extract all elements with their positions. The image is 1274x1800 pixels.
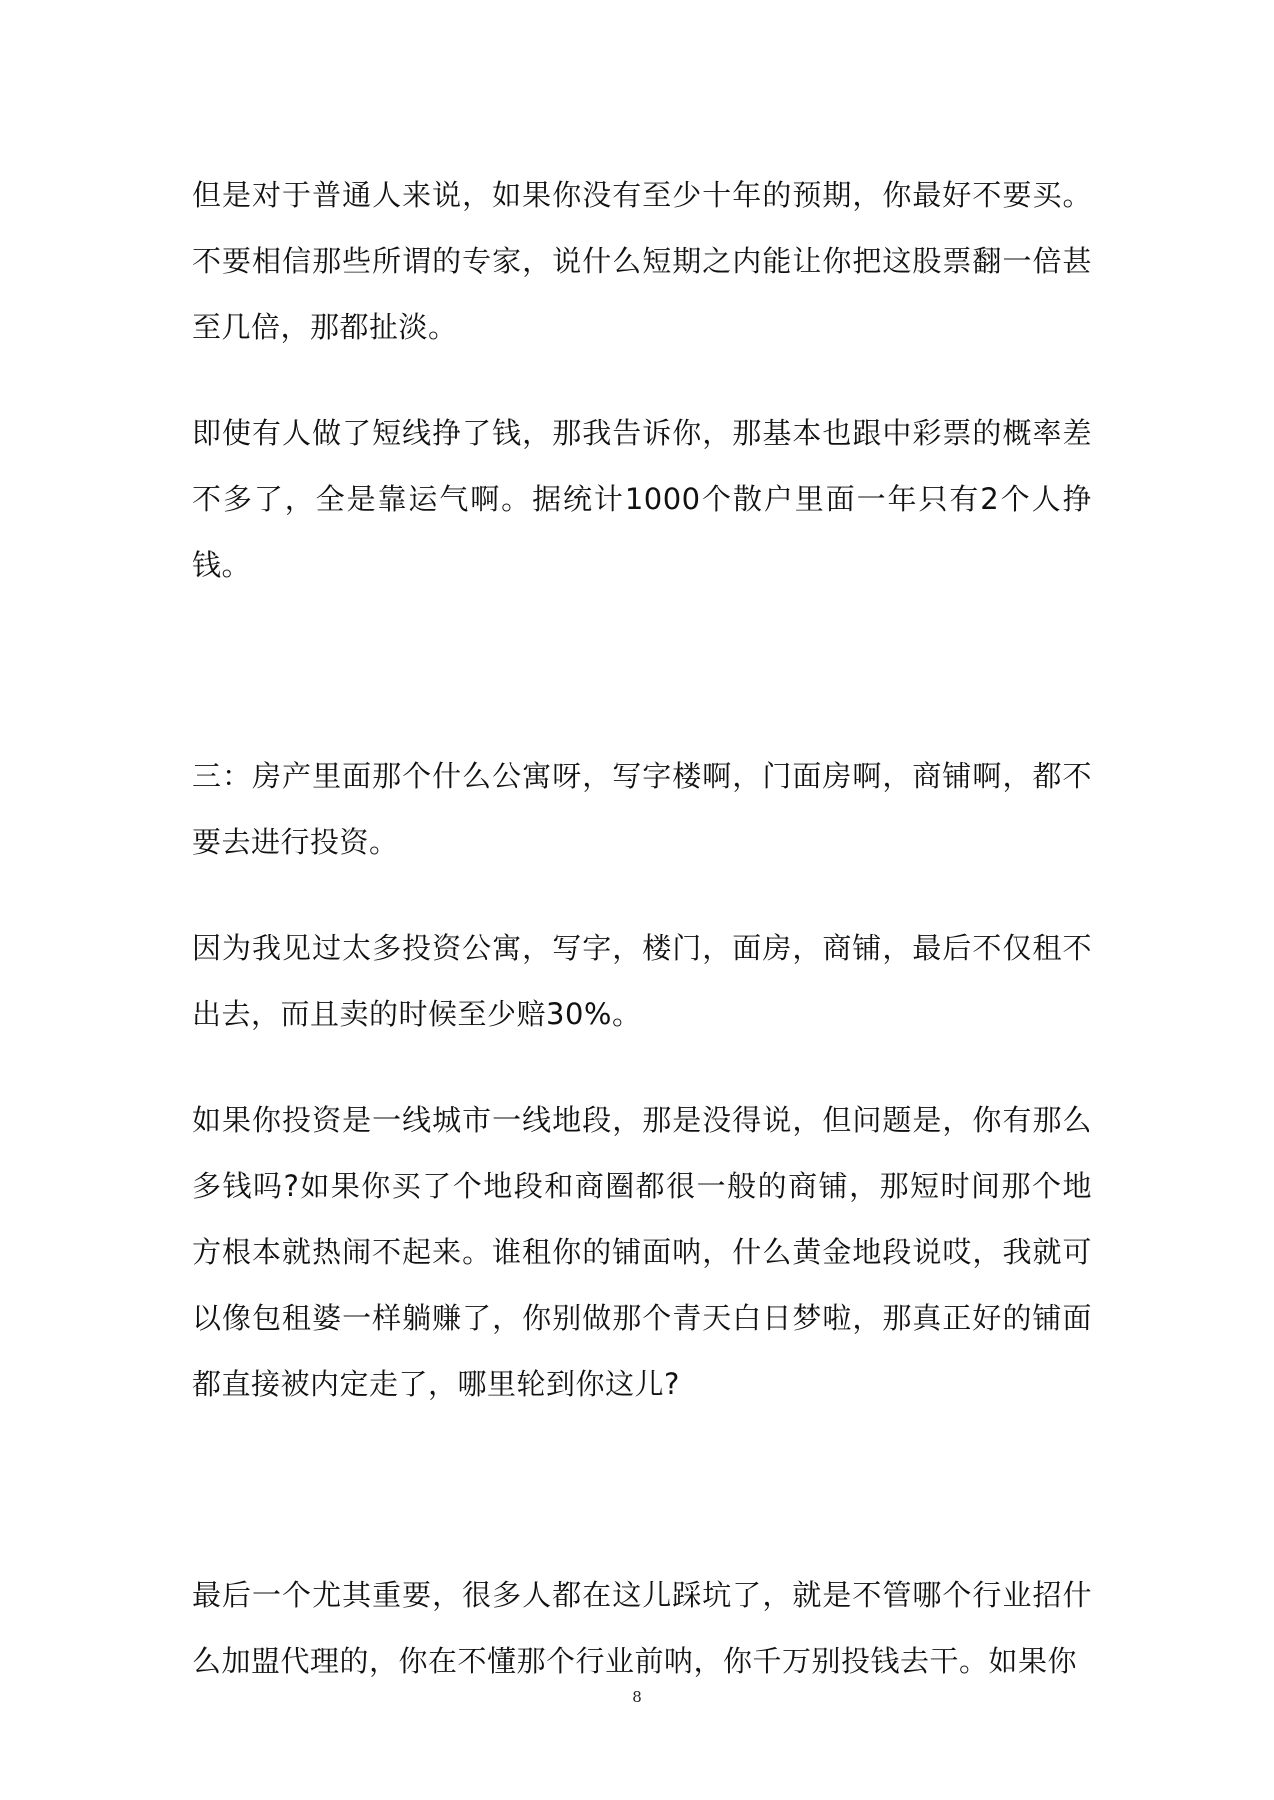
paragraph-spacer — [192, 1047, 1092, 1087]
section-heading-real-estate: 三：房产里面那个什么公寓呀，写字楼啊，门面房啊，商铺啊，都不要去进行投资。 — [192, 759, 1092, 859]
paragraph-spacer — [192, 360, 1092, 400]
paragraph-shop-location: 如果你投资是一线城市一线地段，那是没得说，但问题是，你有那么多钱吗?如果你买了个地段和商圈都很一般的商铺，那短时间那个地方根本就热闹不起来。谁租你的铺面呐，什么黄金地段说哎，我就可以像包租婆一样躺赚了，你别做那个青天白日梦啦，那真正好的铺面都直接被内定走了，哪里轮到你这儿? — [192, 1103, 1092, 1401]
paragraph-spacer — [192, 875, 1092, 915]
paragraph-stock-advice: 但是对于普通人来说，如果你没有至少十年的预期，你最好不要买。不要相信那些所谓的专家，说什么短期之内能让你把这股票翻一倍甚至几倍，那都扯淡。 — [192, 178, 1092, 344]
paragraph-property-losses: 因为我见过太多投资公寓，写字，楼门，面房，商铺，最后不仅租不出去，而且卖的时候至少赔30%。 — [192, 931, 1092, 1031]
section-spacer — [192, 1417, 1092, 1562]
page-body — [192, 162, 1092, 1694]
page-number: 8 — [632, 1688, 642, 1706]
section-spacer — [192, 598, 1092, 743]
paragraph-franchise-warning: 最后一个尤其重要，很多人都在这儿踩坑了，就是不管哪个行业招什么加盟代理的，你在不懂那个行业前呐，你千万别投钱去干。如果你 — [192, 1578, 1092, 1678]
paragraph-short-term-trading: 即使有人做了短线挣了钱，那我告诉你，那基本也跟中彩票的概率差不多了，全是靠运气啊。据统计1000个散户里面一年只有2个人挣钱。 — [192, 416, 1092, 582]
